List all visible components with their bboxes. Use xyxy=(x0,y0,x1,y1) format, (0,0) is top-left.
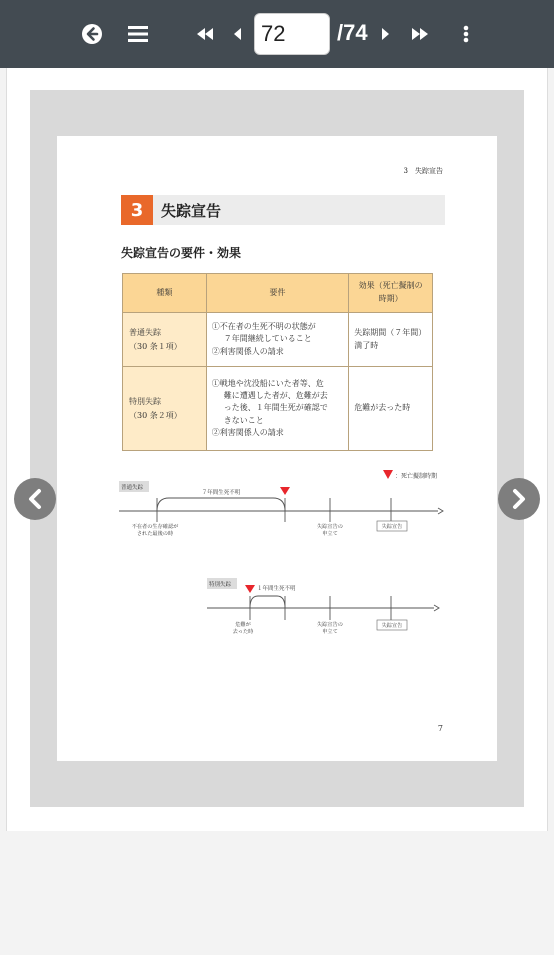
normal-tag-label: 普通失踪 xyxy=(121,485,144,491)
death-marker-icon xyxy=(280,487,290,495)
header-kind: 種類 xyxy=(123,274,207,313)
special-axis-arrowhead-icon xyxy=(434,605,439,611)
section-number: 3 xyxy=(121,195,153,225)
next-page-arrow[interactable] xyxy=(498,478,540,520)
first-page-button[interactable] xyxy=(193,18,217,50)
vertical-dots-icon xyxy=(463,25,469,43)
axis-arrowhead-icon xyxy=(438,508,443,514)
running-header: 3 失踪宣告 xyxy=(403,167,443,175)
requirement-cell: ①不在者の生死不明の状態が ７年間継続していること ②利害関係人の請求 xyxy=(206,313,349,367)
special-tag-label: 特別失踪 xyxy=(209,582,232,588)
toolbar xyxy=(0,0,554,68)
back-button[interactable] xyxy=(80,18,104,50)
arrow-left-circle-icon xyxy=(81,23,103,45)
caret-left-icon xyxy=(232,27,242,41)
skip-forward-icon xyxy=(410,27,430,41)
prev-page-button[interactable] xyxy=(230,18,244,50)
more-options-button[interactable] xyxy=(458,18,474,50)
caret-right-icon xyxy=(381,27,391,41)
page-total: /74 xyxy=(337,20,368,45)
page-number: 7 xyxy=(437,724,443,733)
normal-start-label: 不在者の生存確認が xyxy=(131,524,179,530)
effect-cell: 危難が去った時 xyxy=(349,367,433,451)
page-number-input[interactable] xyxy=(254,13,330,55)
kind-cell: 特別失踪 （30 条２項） xyxy=(123,367,207,451)
special-end-label: 失踪宣告 xyxy=(381,623,403,629)
prev-page-arrow[interactable] xyxy=(14,478,56,520)
normal-span-label: ７年間生死不明 xyxy=(201,490,241,496)
normal-start-label-2: された最後の時 xyxy=(136,531,174,537)
subtitle: 失踪宣告の要件・効果 xyxy=(121,246,242,260)
special-start-label-2: 去った時 xyxy=(232,629,254,635)
last-page-button[interactable] xyxy=(408,18,432,50)
header-effect: 効果（死亡擬制の時期） xyxy=(349,274,433,313)
menu-button[interactable] xyxy=(126,18,150,50)
special-start-label: 危難が xyxy=(235,622,251,628)
chevron-right-icon xyxy=(510,488,528,510)
special-mid-label-2: 申立て xyxy=(322,629,338,635)
legend-marker-icon xyxy=(383,470,393,479)
hamburger-menu-icon xyxy=(127,24,149,44)
effect-cell: 失踪期間（７年間）満了時 xyxy=(349,313,433,367)
normal-mid-label: 失踪宣告の xyxy=(317,524,343,530)
special-mid-label: 失踪宣告の xyxy=(317,622,343,628)
special-death-marker-icon xyxy=(245,585,255,593)
kind-cell: 普通失踪 （30 条１項） xyxy=(123,313,207,367)
skip-back-icon xyxy=(195,27,215,41)
document-page xyxy=(57,136,497,761)
section-title: 失踪宣告 xyxy=(161,202,222,220)
header-requirement: 要件 xyxy=(206,274,349,313)
requirement-cell: ①戦地や沈没船にいた者等、危 難に遭遇した者が、危難が去 った後、１年間生死が確認で きないこと ②利害関係人の請求 xyxy=(206,367,349,451)
chevron-left-icon xyxy=(26,488,44,510)
normal-mid-label-2: 申立て xyxy=(322,531,338,537)
timeline-diagram xyxy=(57,136,497,761)
special-span-label: １年間生死不明 xyxy=(257,586,296,592)
normal-end-label: 失踪宣告 xyxy=(381,524,403,530)
next-page-button[interactable] xyxy=(379,18,393,50)
legend-label: ：死亡擬制時期 xyxy=(395,473,438,480)
